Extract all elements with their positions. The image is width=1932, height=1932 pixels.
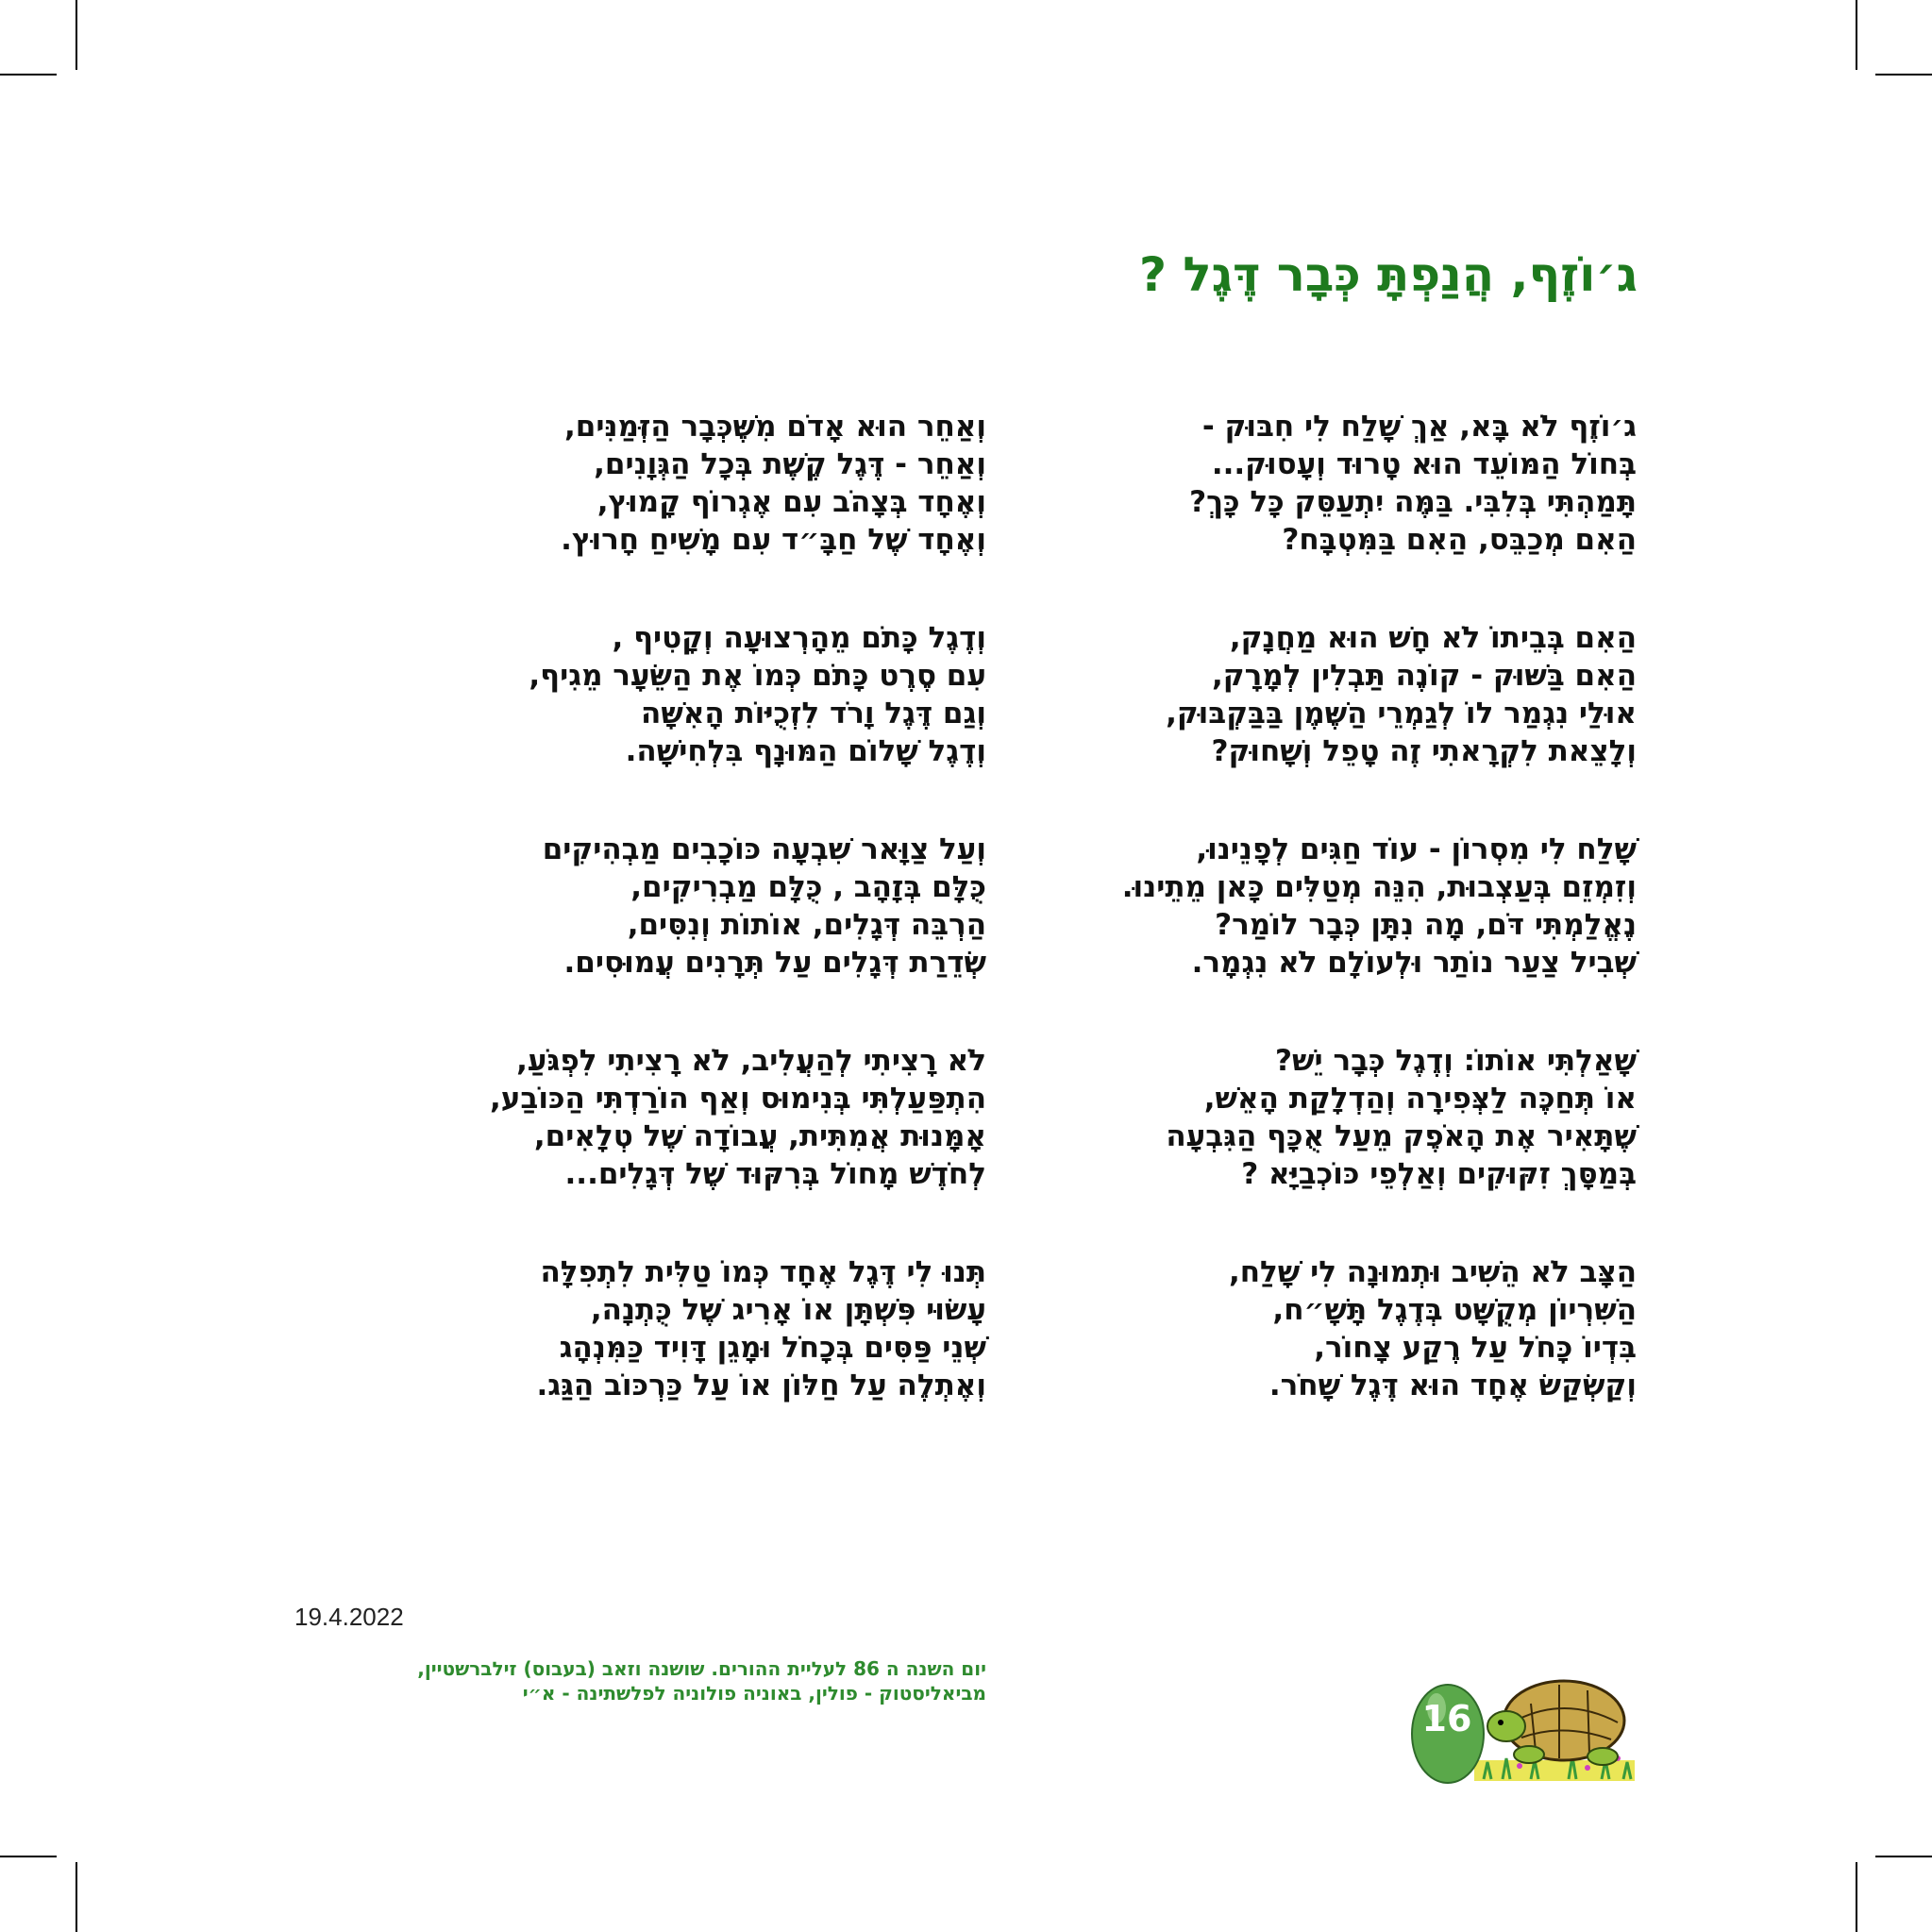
page-title: ג׳וֹזֶף, הֲנַפְתָּ כְּבָר דֶּגֶל ?: [1138, 247, 1638, 302]
poem-line: תָּמַהְתִּי בְּלִבִּי. בַּמֶּה יִתְעַסֵּק כָּל כָּךְ?: [1189, 485, 1637, 519]
stanza: [976, 619, 1637, 770]
poem-line: שְׁבִיל צַעַר נוֹתַר וּלְעוֹלָם לֹא נִגְמָר.: [1191, 946, 1637, 980]
poem-line: וְלָצֵאת לִקְרָאתִי זֶה טָפֵל וְשָׁחוּק?: [1211, 734, 1637, 768]
poem-column-left: [373, 408, 986, 1465]
poem-line: וְאַחֵר - דֶּגֶל קֶשֶׁת בְּכָל הַגְּוָנִים,: [594, 447, 986, 481]
poem-line: הַרְבֵּה דְּגָלִים, אוֹתוֹת וְנִסִּים,: [627, 908, 986, 942]
dedication-footnote: [326, 1656, 986, 1705]
stanza: [373, 831, 986, 982]
crop-mark-top-left-h: [0, 74, 57, 76]
stanza: [373, 1042, 986, 1193]
poem-line: עָשׂוּי פִּשְׁתָּן אוֹ אָרִיג שֶׁל כֻּתְנָה,: [590, 1293, 986, 1327]
stanza: [976, 1253, 1637, 1404]
poem-line: הַצָּב לֹא הֵשִׁיב וּתְמוּנָה לִי שָׁלַח,: [1228, 1255, 1637, 1289]
crop-mark-bottom-right-h: [1875, 1856, 1932, 1857]
poem-line: שְׁנֵי פַּסִּים בְּכָחֹל וּמָגֵן דָּוִיד כַּמִּנְהָג: [559, 1331, 986, 1365]
poem-line: אָמָּנוּת אֲמִתִּית, עֲבוֹדָה שֶׁל טְלָאִים,: [533, 1119, 986, 1153]
crop-mark-bottom-right: [1856, 1862, 1857, 1932]
crop-mark-bottom-left-h: [0, 1856, 57, 1857]
poem-line: הַשִּׁרְיוֹן מְקֻשָּׁט בְּדֶגֶל תָּשָׁ״ח,: [1272, 1293, 1637, 1327]
poem-line: וְקַשְׂקַשׂ אֶחָד הוּא דֶּגֶל שָׁחֹר.: [1268, 1369, 1637, 1403]
poem-line: הִתְפַּעַלְתִּי בְּנִימוּס וְאַף הוֹרַדְתִּי הַכּוֹבַע,: [489, 1082, 986, 1116]
stanza: [976, 408, 1637, 559]
stanza: [976, 831, 1637, 982]
date: 19.4.2022: [294, 1603, 404, 1631]
poem-line: שָׁלַח לִי מִסְרוֹן - עוֹד חַגִּים לְפָנֵינוּ,: [1196, 832, 1637, 866]
poem-line: שְׂדֵרַת דְּגָלִים עַל תְּרָנִים עֲמוּסִים.: [563, 946, 986, 980]
stanza: [373, 1253, 986, 1404]
page-number: 16: [1421, 1698, 1472, 1739]
stanza: [373, 619, 986, 770]
footnote-line: מביאליסטוק - פולין, באוניה פולוניה לפלשתינה - א״י: [522, 1682, 986, 1705]
poem-line: הַאִם מְכַבֵּס, הַאִם בַּמִּטְבָּח?: [1282, 523, 1637, 557]
poem-line: וְעַל צַוָּאר שִׁבְעָה כּוֹכָבִים מַבְהִיקִים: [542, 832, 986, 866]
crop-mark-top-right-h: [1875, 74, 1932, 76]
poem-line: לֹא רָצִיתִי לְהַעֲלִיב, לֹא רָצִיתִי לִפְגֹּעַ,: [516, 1044, 986, 1078]
stanza: [976, 1042, 1637, 1193]
poem-line: הַאִם בַּשּׁוּק - קוֹנֶה תַּבְלִין לְמָרָק,: [1211, 659, 1637, 693]
crop-mark-top-right: [1856, 0, 1857, 70]
poem-line: וְדֶגֶל שָׁלוֹם הַמּוּנָף בִּלְחִישָׁה.: [625, 734, 986, 768]
poem-line: בְּחוֹל הַמּוֹעֵד הוּא טָרוּד וְעָסוּק...: [1211, 447, 1637, 481]
poem-line: עִם סֶרֶט כָּתֹם כְּמוֹ אֶת הַשֵּׂעָר מֵגִיף,: [529, 659, 986, 693]
poem-line: וְאַחֵר הוּא אָדֹם מִשֶּׁכְּבָר הַזְּמַנִּים,: [564, 410, 986, 444]
poem-line: תְּנוּ לִי דֶּגֶל אֶחָד כְּמוֹ טַלִּית לִתְפִלָּה: [540, 1255, 986, 1289]
footnote-line: יום השנה ה 86 לעליית ההורים. שושנה וזאב (בעבוס) זילברשטיין,: [417, 1657, 986, 1680]
poem-line: וְזִמְזֵם בְּעַצְבוּת, הִנֵּה מְטַלִּים כָּאן מֵתֵינוּ.: [1121, 870, 1637, 904]
poem-line: וְאֶתְלֶה עַל חַלּוֹן אוֹ עַל כַּרְכּוֹב הַגַּג.: [536, 1369, 986, 1403]
crop-mark-bottom-left: [76, 1862, 77, 1932]
poem-line: שָׁאַלְתִּי אוֹתוֹ: וְדֶגֶל כְּבָר יֵשׁ?: [1275, 1044, 1637, 1078]
poem-line: כֻּלָּם בְּזָהָב , כֻּלָּם מַבְרִיקִים,: [630, 870, 986, 904]
poem-line: וְדֶגֶל כָּתֹם מֵהָרְצוּעָה וְקָטִיף ,: [612, 621, 986, 655]
poem-line: וְגַם דֶּגֶל וָרֹד לִזְכֻיּוֹת הָאִשָּׁה: [641, 697, 986, 731]
poem-line: אוֹ תְּחַכֶּה לַצְּפִירָה וְהַדְלָקַת הָאֵשׁ,: [1203, 1082, 1637, 1116]
stanza: [373, 408, 986, 559]
poem-line: הַאִם בְּבֵיתוֹ לֹא חָשׁ הוּא מַחֲנָק,: [1229, 621, 1637, 655]
poem-line: אוּלַי נִגְמַר לוֹ לְגַמְרֵי הַשֶּׁמֶן בַּבַּקְבּוּק,: [1166, 697, 1637, 731]
poem-line: שֶׁתָּאִיר אֶת הָאֹפֶק מֵעַל אֻכָּף הַגִּבְעָה: [1166, 1119, 1637, 1153]
poem-line: בִּדְיוֹ כָּחֹל עַל רֶקַע צָחוֹר,: [1314, 1331, 1637, 1365]
poem-line: וְאֶחָד שֶׁל חַבָּ״ד עִם מָשִׁיחַ חָרוּץ.: [561, 523, 986, 557]
poem-line: ג׳וֹזֶף לֹא בָּא, אַךְ שָׁלַח לִי חִבּוּק -: [1201, 410, 1637, 444]
poem-line: לְחֹדֶשׁ מָחוֹל בְּרִקּוּד שֶׁל דְּגָלִים...: [564, 1157, 986, 1191]
poem-line: נֶאֱלַמְתִּי דֹּם, מָה נִתָּן כְּבָר לוֹמַר?: [1215, 908, 1637, 942]
poem-line: וְאֶחָד בְּצָהֹב עִם אֶגְרוֹף קָמוּץ,: [596, 485, 986, 519]
poem-column-right: [976, 408, 1637, 1465]
crop-mark-top-left: [76, 0, 77, 70]
page-number-badge: [1408, 1656, 1639, 1789]
poem-line: בְּמַסָּךְ זִקּוּקִים וְאַלְפֵי כּוֹכְבַיָּא ?: [1241, 1157, 1637, 1191]
